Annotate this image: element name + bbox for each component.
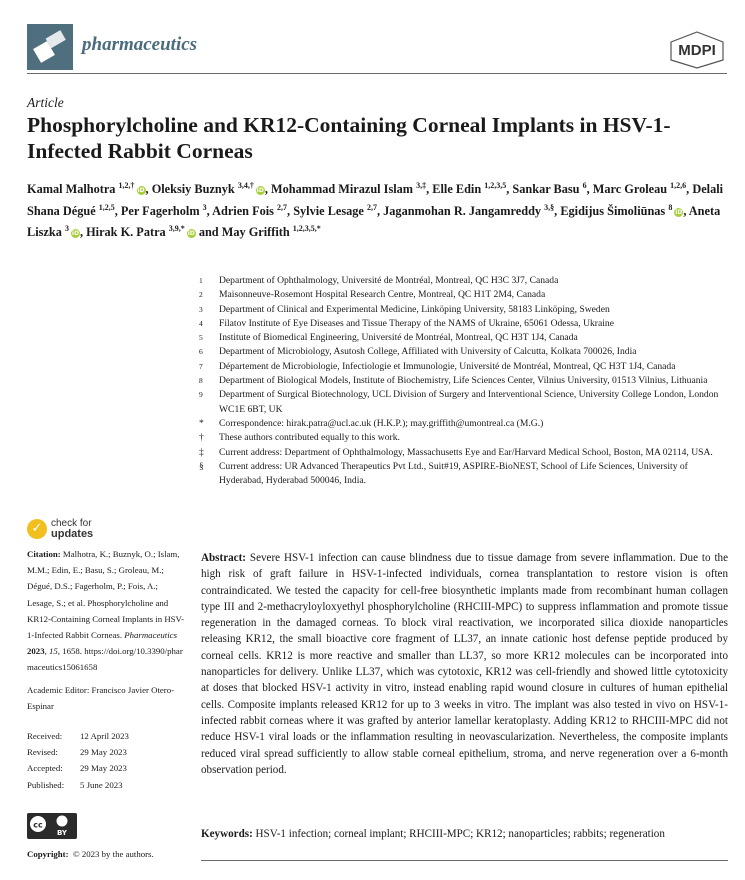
orcid-icon[interactable]: iD <box>675 208 683 216</box>
affiliation-item: § Current address: UR Advanced Therapeutics Pvt Ltd., Suit#19, ASPIRE-BioNEST, School of Life Sciences, University of Hyderabad, Hyderabad 500046, India. <box>199 460 688 487</box>
author[interactable]: Egidijus Šimoliūnas $^8$iD <box>560 202 683 218</box>
publisher-logo[interactable] <box>668 30 726 70</box>
author[interactable]: Elle Edin $^{1,2,3,5}$ <box>432 181 507 197</box>
author[interactable]: Sylvie Lesage $^{2,7}$ <box>293 202 377 218</box>
author[interactable]: Sankar Basu $^6$ <box>512 181 587 197</box>
orcid-icon[interactable]: iD <box>137 187 145 195</box>
orcid-icon[interactable]: iD <box>187 230 195 238</box>
affiliation-item: 6 Department of Microbiology, Asutosh College, Affiliated with University of Calcutta, Kolkata 700026, India <box>199 346 637 358</box>
affiliations-list <box>199 274 729 488</box>
article-info-sidebar <box>27 546 185 862</box>
affiliation-item: 9 Department of Surgical Biotechnology, UCL Division of Surgery and Interventional Science, University College London, London WC1E 6BT, UK <box>199 389 719 415</box>
article-type: Article <box>27 95 64 110</box>
affiliation-item: 5 Institute of Biomedical Engineering, Université de Montréal, Montreal, QC H3T 1J4, Canada <box>199 332 578 344</box>
affiliation-item: 3 Department of Clinical and Experimental Medicine, Linköping University, 58183 Linköping, Sweden <box>199 303 610 315</box>
author[interactable]: Adrien Fois $^{2,7}$ <box>212 202 288 218</box>
author[interactable]: Per Fagerholm $^3$ <box>120 202 207 218</box>
date-item: Published: 5 June 2023 <box>27 779 123 790</box>
author[interactable]: Hirak K. Patra $^{3,9,*}$iD <box>86 224 195 240</box>
date-item: Revised: 29 May 2023 <box>27 747 127 758</box>
svg-text:cc: cc <box>33 820 43 830</box>
author[interactable]: Delali Shana Dégué $^{1,2,5}$ <box>27 182 724 218</box>
author[interactable]: May Griffith $^{1,2,3,5,*}$ <box>221 224 321 240</box>
author[interactable]: Aneta Liszka $^3$iD <box>27 203 721 240</box>
author[interactable]: Mohammad Mirazul Islam $^{3,\ddagger}$ <box>270 181 427 197</box>
author[interactable]: Marc Groleau $^{1,2,6}$ <box>592 181 687 197</box>
dates-list <box>27 728 185 793</box>
affiliation-item: 1 Department of Ophthalmology, Université de Montréal, Montreal, QC H3C 3J7, Canada <box>199 275 559 286</box>
author-list: Kamal Malhotra $^{1,2,\dagger}$iD, Oleksiy Buznyk $^{3,4,\dagger}$iD, Mohammad Mirazul Islam $^{3,\ddagger}$, Elle Edin $^{1,2,3,5}$, Sankar Basu $^6$, Marc Groleau $^{1,2,6}$, Delali Shana Dégué $^{1,2,5}$, Per Fagerholm $^3$, Adrien Fois $^{2,7}$, Sylvie Lesage $^{2,7}$, Jaganmohan R. Jangamreddy $^{3,\S}$, Egidijus Šimoliūnas $^8$iD, Aneta Liszka $^3$iD, Hirak K. Patra $^{3,9,*}$iD and May Griffith $^{1,2,3,5,*}$ <box>27 181 724 240</box>
citation: Citation: Malhotra, K.; Buznyk, O.; Islam, M.M.; Edin, E.; Basu, S.; Groleau, M.; Dégué, D.S.; Fagerholm, P.; Fois, A.; Lesage, S.; et al. Phosphorylcholine and KR12-Containing Corneal Implants in HSV-1-Infected Rabbit Corneas. Pharmaceutics 2023, 15, 1658. https://doi.org/10.3390/pharmaceutics15061658 <box>27 549 185 673</box>
footer-divider <box>201 860 728 861</box>
cc-license-badge[interactable] <box>27 813 185 844</box>
author[interactable]: Kamal Malhotra $^{1,2,\dagger}$iD <box>27 181 145 197</box>
copyright: Copyright: © 2023 by the authors. <box>27 849 154 860</box>
affiliation-item: † These authors contributed equally to this work. <box>199 432 400 444</box>
affiliation-item: 8 Department of Biological Models, Institute of Biochemistry, Life Sciences Center, Vilnius University, 01513 Vilnius, Lithuania <box>199 375 708 387</box>
journal-name[interactable]: pharmaceutics <box>82 34 198 55</box>
affiliation-item: * Correspondence: hirak.patra@ucl.ac.uk (H.K.P.); may.griffith@umontreal.ca (M.G.) <box>199 417 544 429</box>
check-for-updates-badge[interactable]: ✓ check for updates <box>27 518 93 540</box>
date-item: Received: 12 April 2023 <box>27 731 129 742</box>
affiliation-item: 7 Département de Microbiologie, Infectiologie et Immunologie, Université de Montréal, Montreal, QC H3T 1J4, Canada <box>199 360 676 372</box>
author[interactable]: Oleksiy Buznyk $^{3,4,\dagger}$iD <box>151 181 264 197</box>
author[interactable]: Jaganmohan R. Jangamreddy $^{3,\S}$ <box>383 202 555 218</box>
keywords: Keywords: HSV-1 infection; corneal implant; RHCIII-MPC; KR12; nanoparticles; rabbits; regeneration <box>201 828 665 840</box>
orcid-icon[interactable]: iD <box>71 230 79 238</box>
orcid-icon[interactable]: iD <box>256 187 264 195</box>
academic-editor: Academic Editor: Francisco Javier Otero-Espinar <box>27 684 175 711</box>
date-item: Accepted: 29 May 2023 <box>27 763 127 774</box>
doi-link[interactable]: https://doi.org/10.3390/pharmaceutics15061658 <box>27 646 183 673</box>
affiliation-item: ‡ Current address: Department of Ophthalmology, Massachusetts Eye and Ear/Harvard Medical School, Boston, MA 02114, USA. <box>199 446 713 458</box>
header-divider <box>27 73 727 74</box>
journal-logo <box>27 24 73 70</box>
article-title: Phosphorylcholine and KR12-Containing Corneal Implants in HSV-1-Infected Rabbit Corneas <box>27 113 671 163</box>
affiliation-item: 4 Filatov Institute of Eye Diseases and Tissue Therapy of the NAMS of Ukraine, 65061 Odessa, Ukraine <box>199 317 614 329</box>
abstract: Abstract: Severe HSV-1 infection can cause blindness due to tissue damage from severe inflammation. Due to the high risk of graft failure in HSV-1-infected individuals, cornea transplantation to restore vision is often contraindicated. We tested the capacity for cell-free biosynthetic implants made from recombinant human collagen type III and 2-methacryloyloxyethyl phosphorylcholine (RHCIII-MPC) to suppress inflammation and promote tissue regeneration in the damaged corneas. To block viral reactivation, we incorporated silica dioxide nanoparticles releasing KR12, the small bioactive core fragment of LL37, an innate cationic host defense peptide produced by corneal cells. KR12 is more reactive and smaller than LL37, so more KR12 molecules can be incorporated into nanoparticles for delivery. Unlike LL37, which was cytotoxic, KR12 was cell-friendly and showed little cytotoxicity at doses that blocked HSV-1 activity in vitro, instead enabling rapid wound closure in cultures of human epithelial cells. Composite implants released KR12 for up to 3 weeks in vitro. The implant was also tested in vivo on HSV-1-infected rabbit corneas where it was grafted by anterior lamellar keratoplasty. Adding KR12 to RHCIII-MPC did not reduce HSV-1 viral loads or the inflammation resulting in neovascularization. Nevertheless, the composite implants reduced viral spread sufficiently to allow stable corneal epithelium, stroma, and nerve regeneration over a 6-month observation period. <box>201 552 728 776</box>
affiliation-item: 2 Maisonneuve-Rosemont Hospital Research Centre, Montreal, QC H1T 2M4, Canada <box>199 289 546 301</box>
svg-text:BY: BY <box>56 828 68 837</box>
check-icon: ✓ <box>27 519 47 539</box>
svg-text:MDPI: MDPI <box>678 42 716 59</box>
